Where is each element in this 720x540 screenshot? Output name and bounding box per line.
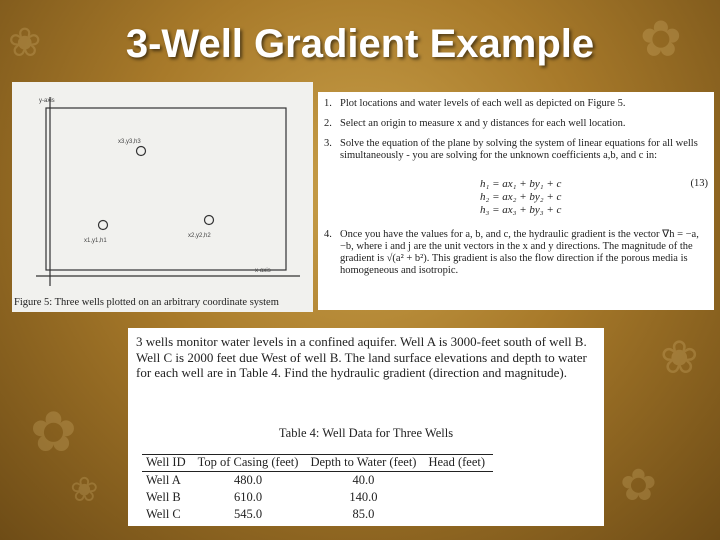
well-label: x2,y2,h2: [188, 233, 211, 239]
step-number: 4.: [324, 229, 332, 240]
table-row: [142, 472, 493, 490]
well-plot: [12, 82, 313, 296]
equation: h₁ = ax₁ + by₁ + c: [480, 178, 562, 190]
step-number: 3.: [324, 138, 332, 149]
step-text: Select an origin to measure x and y distances for each well location.: [340, 118, 626, 129]
figure-panel: [12, 82, 313, 312]
step-number: 1.: [324, 98, 332, 109]
flower-icon: ✿: [30, 400, 77, 465]
flower-icon: ❀: [8, 20, 42, 66]
casing-cell: 545.0: [233, 507, 263, 521]
x-axis-label: x-axis: [255, 268, 271, 274]
equation: h₂ = ax₂ + by₂ + c: [480, 191, 562, 203]
step-text: Solve the equation of the plane by solving the system of linear equations for all wells simultaneously - you are solving for the unknown coefficients a,b, and c in:: [340, 138, 698, 161]
column-header: Depth to Water (feet): [306, 455, 424, 472]
head-cell: [424, 472, 493, 490]
flower-icon: ❀: [660, 330, 699, 384]
head-cell: [424, 506, 493, 523]
flower-icon: ✿: [620, 460, 657, 511]
column-header: Well ID: [142, 455, 194, 472]
problem-text: 3 wells monitor water levels in a confined aquifer. Well A is 3000-feet south of well B. Well C is 2000 feet due West of well B. The land surface elevations and depth to water for each well are in Table 4. Find the hydraulic gradient (direction and magnitude).: [136, 334, 587, 380]
well-data-table: [142, 454, 493, 523]
step-text: Plot locations and water levels of each well as depicted on Figure 5.: [340, 98, 626, 109]
flower-icon: ❀: [70, 470, 99, 510]
figure-caption: Figure 5: Three wells plotted on an arbitrary coordinate system: [14, 297, 279, 308]
table-caption: Table 4: Well Data for Three Wells: [278, 426, 454, 440]
flower-icon: ✿: [640, 10, 682, 68]
column-header: Top of Casing (feet): [194, 455, 307, 472]
step-number: 2.: [324, 118, 332, 129]
table-row: [142, 489, 493, 506]
well-label: x3,y3,h3: [118, 139, 141, 145]
well-id-cell: Well A: [146, 473, 181, 487]
equation: h₃ = ax₃ + by₃ + c: [480, 204, 562, 216]
table-row: [142, 506, 493, 523]
problem-panel: [128, 328, 604, 526]
depth-cell: 40.0: [352, 473, 375, 487]
casing-cell: 480.0: [233, 473, 263, 487]
head-cell: [424, 489, 493, 506]
equation-number: (13): [690, 178, 708, 189]
well-id-cell: Well B: [146, 490, 181, 504]
column-header: Head (feet): [424, 455, 493, 472]
well-id-cell: Well C: [146, 507, 181, 521]
well-label: x1,y1,h1: [84, 238, 107, 244]
table-header-row: [142, 455, 493, 472]
step-text: Once you have the values for a, b, and c, the hydraulic gradient is the vector ∇h = −a, −b, where i and j are the unit vectors in the x and y directions. The magnitude of the gradient is √(a² + b²). This gradient is also the flow direction if the porous media is homogeneous and isotropic.: [340, 229, 699, 276]
casing-cell: 610.0: [233, 490, 263, 504]
depth-cell: 85.0: [352, 507, 375, 521]
y-axis-label: y-axis: [39, 98, 55, 104]
slide-title: 3-Well Gradient Example: [125, 22, 595, 66]
steps-panel: [318, 92, 714, 310]
depth-cell: 140.0: [349, 490, 378, 504]
